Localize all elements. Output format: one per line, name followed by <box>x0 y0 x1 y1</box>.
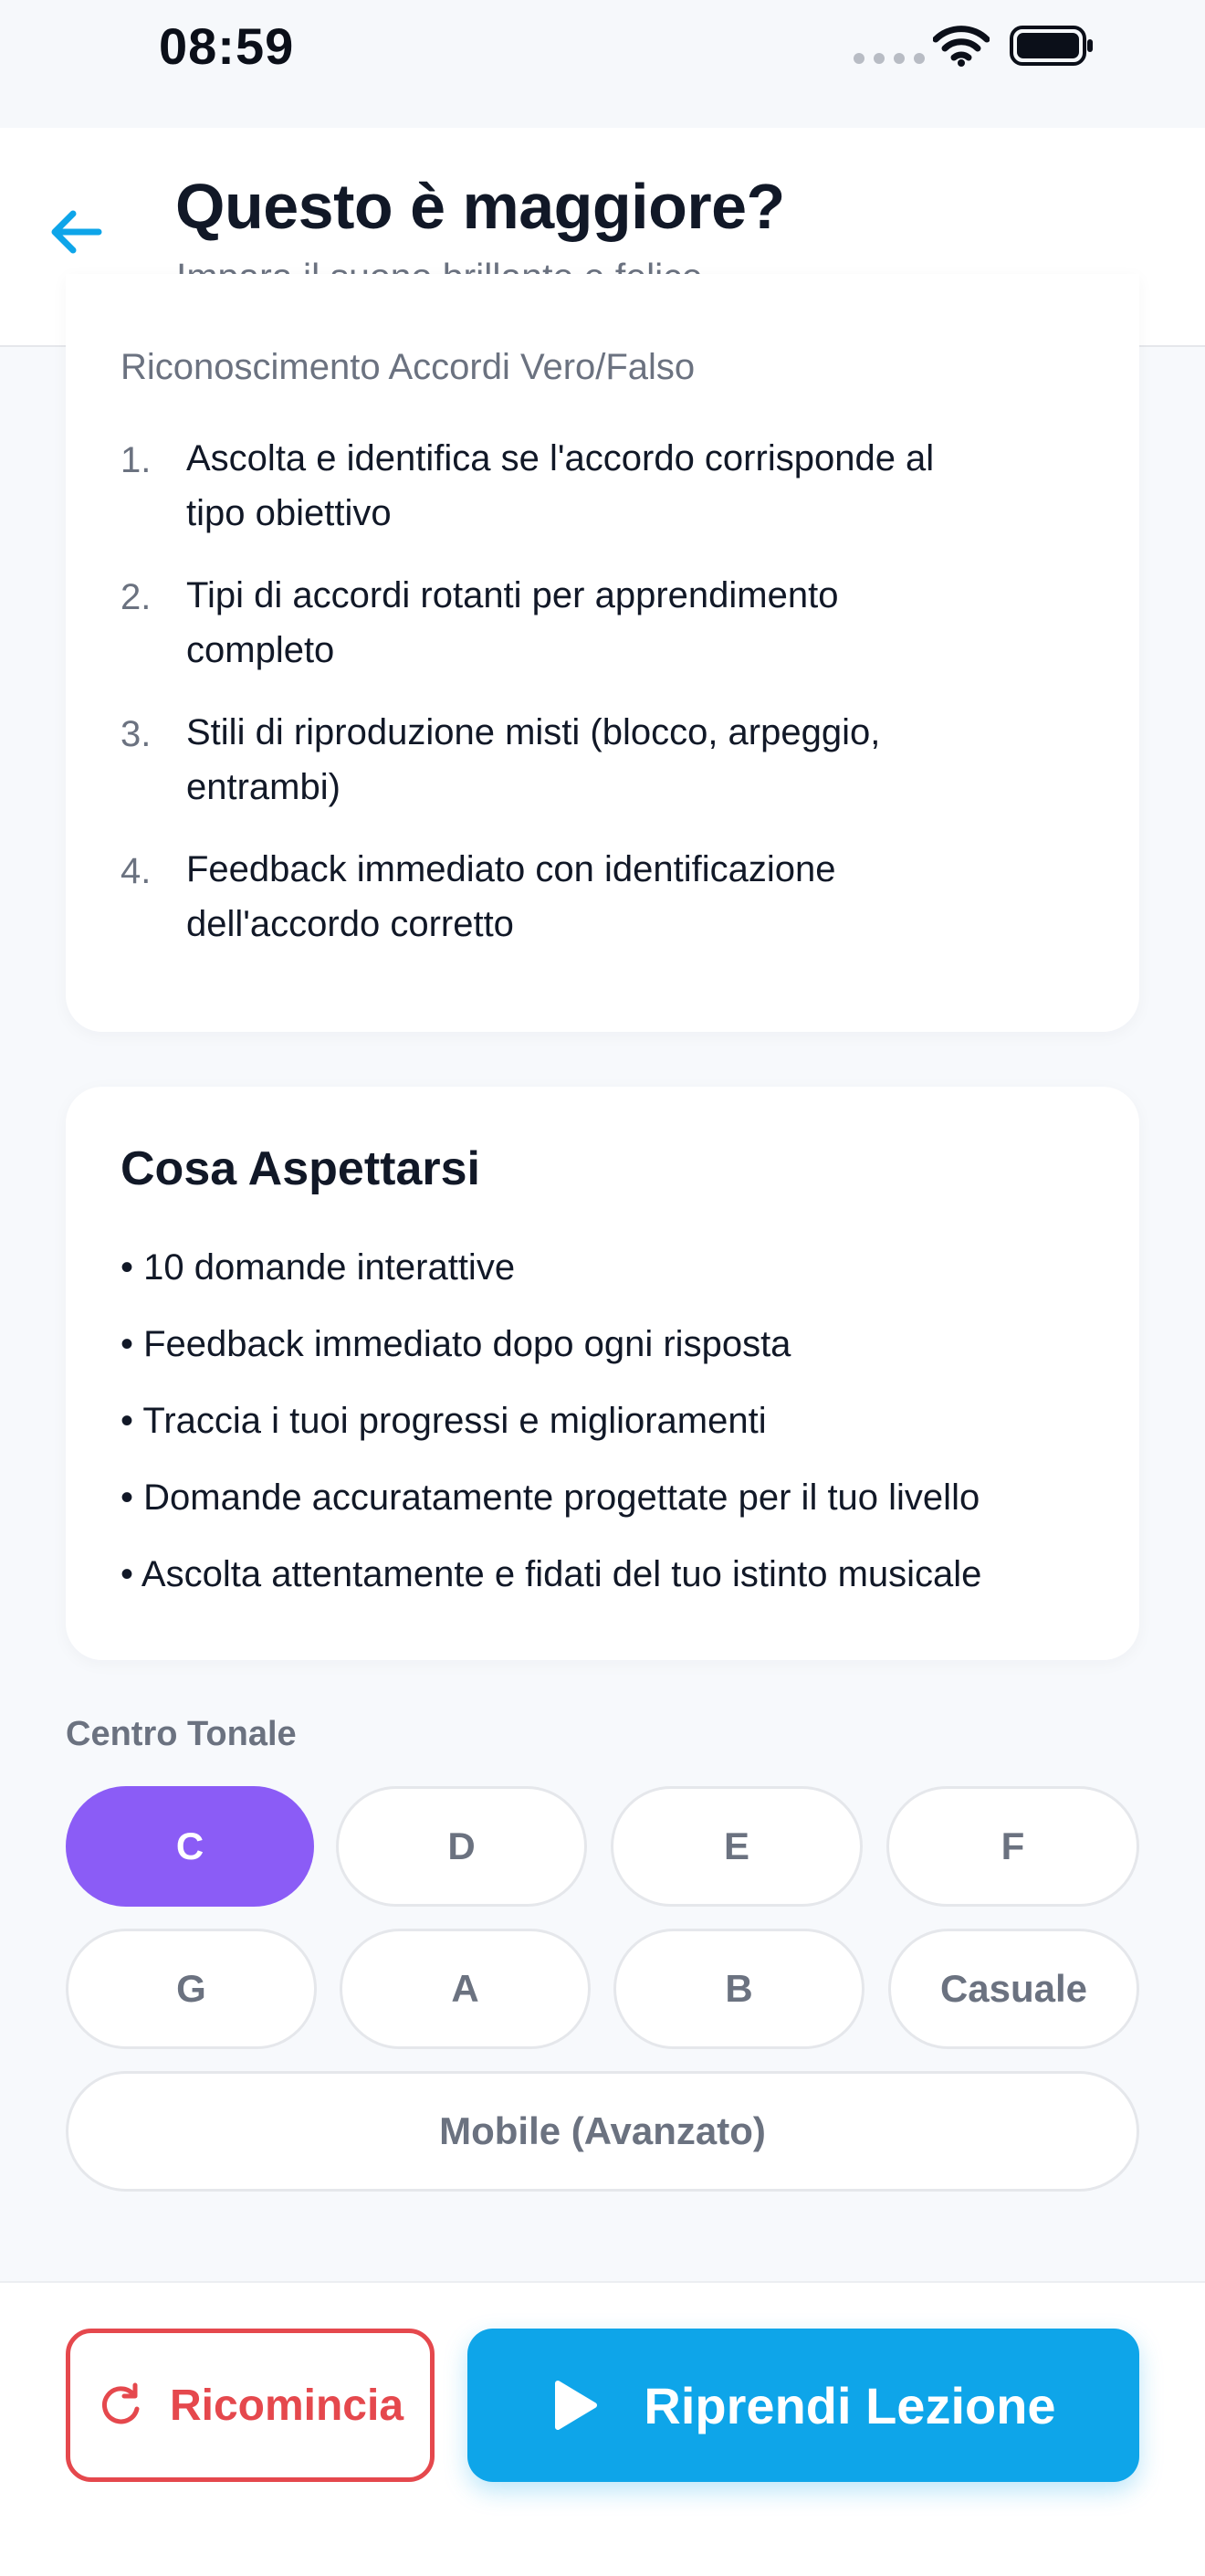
key-option-a[interactable]: A <box>340 1929 591 2049</box>
key-option-mobile[interactable]: Mobile (Avanzato) <box>66 2071 1139 2192</box>
step-item <box>120 438 1106 541</box>
list-item: • Domande accuratamente progettate per il tuo livello <box>120 1472 981 1549</box>
key-option-f[interactable]: F <box>886 1786 1139 1907</box>
step-text: Feedback immediato con identificazione dell'accordo corretto <box>186 849 836 944</box>
signal-dots-icon <box>854 53 925 64</box>
key-option-g[interactable]: G <box>66 1929 317 2049</box>
step-number: 4. <box>120 851 152 891</box>
list-item: • Feedback immediato dopo ogni risposta <box>120 1319 981 1395</box>
step-text: Ascolta e identifica se l'accordo corrisponde al tipo obiettivo <box>186 438 935 533</box>
steps-list <box>120 438 1106 986</box>
list-item: • Traccia i tuoi progressi e miglioramenti <box>120 1395 981 1472</box>
restart-label: Ricomincia <box>169 2381 404 2430</box>
key-option-d[interactable]: D <box>336 1786 587 1907</box>
key-option-c[interactable]: C <box>66 1786 314 1907</box>
list-item: • 10 domande interattive <box>120 1242 981 1319</box>
tonal-center-label: Centro Tonale <box>66 1715 297 1753</box>
key-option-random[interactable]: Casuale <box>888 1929 1139 2049</box>
step-item <box>120 849 1106 952</box>
step-number: 1. <box>120 440 152 480</box>
list-item: • Ascolta attentamente e fidati del tuo istinto musicale <box>120 1549 981 1625</box>
page-title: Questo è maggiore? <box>175 171 785 242</box>
key-option-b[interactable]: B <box>613 1929 864 2049</box>
resume-lesson-button[interactable] <box>467 2329 1139 2482</box>
step-text: Stili di riproduzione misti (blocco, arpeggio, entrambi) <box>186 712 881 807</box>
step-item <box>120 575 1106 678</box>
battery-icon <box>1010 26 1094 66</box>
mode-label: Riconoscimento Accordi Vero/Falso <box>120 347 696 387</box>
step-text: Tipi di accordi rotanti per apprendimento completo <box>186 575 839 670</box>
status-bar <box>0 0 1205 128</box>
play-icon <box>550 2378 600 2433</box>
status-time: 08:59 <box>159 17 295 75</box>
resume-label: Riprendi Lezione <box>644 2376 1056 2434</box>
expectations-title: Cosa Aspettarsi <box>120 1142 480 1195</box>
restart-icon <box>97 2381 144 2429</box>
arrow-left-icon[interactable] <box>46 205 110 259</box>
wifi-icon <box>933 24 990 68</box>
restart-button[interactable] <box>66 2329 435 2482</box>
instructions-card <box>66 274 1139 1032</box>
key-option-e[interactable]: E <box>611 1786 863 1907</box>
step-number: 3. <box>120 714 152 754</box>
expectations-list <box>120 1242 981 1625</box>
expectations-card <box>66 1087 1139 1660</box>
bottom-action-bar <box>0 2281 1205 2576</box>
step-number: 2. <box>120 577 152 617</box>
step-item <box>120 712 1106 815</box>
